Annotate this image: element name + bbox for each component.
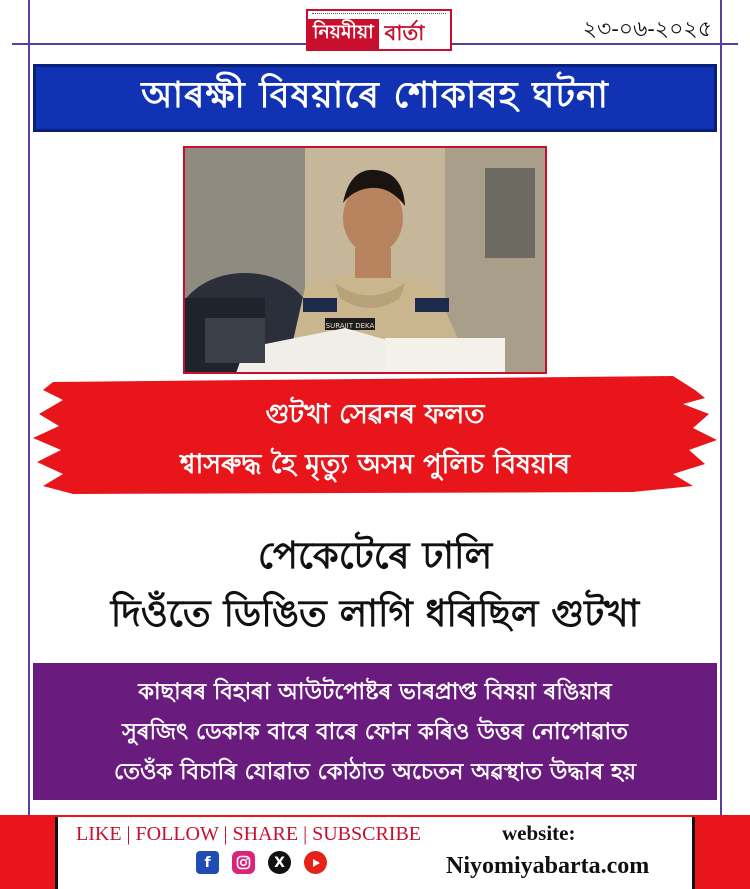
officer-photo xyxy=(183,146,547,374)
logo-text-part1: নিয়মীয়া xyxy=(308,19,379,49)
instagram-icon[interactable] xyxy=(232,851,255,874)
details-box xyxy=(33,663,717,800)
banner-line-2: শ্বাসৰুদ্ধ হৈ মৃত্যু অসম পুলিচ বিষয়াৰ xyxy=(180,449,570,480)
website-label: website: xyxy=(502,821,576,845)
left-border-line xyxy=(28,0,30,819)
right-border-line xyxy=(720,0,722,819)
footer-bar xyxy=(0,815,750,889)
details-line-3: তেওঁক বিচাৰি যোৱাত কোঠাত অচেতন অৱস্থাত উদ্ধাৰ হয় xyxy=(113,758,637,785)
details-line-2: সুৰজিৎ ডেকাক বাৰে বাৰে ফোন কৰিও উত্তৰ নোপোৱাত xyxy=(122,718,628,745)
headline-line-2: দিওঁতে ডিঙিত লাগি ধৰিছিল গুটখা xyxy=(110,592,640,635)
officer-photo-illustration xyxy=(185,148,547,374)
x-icon[interactable]: X xyxy=(268,851,291,874)
youtube-icon[interactable] xyxy=(304,851,327,874)
website-link[interactable]: Niyomiyabarta.com xyxy=(446,853,650,879)
post-date: ২৩-০৬-২০২৫ xyxy=(582,17,712,42)
social-icons xyxy=(196,851,327,874)
details-line-1: কাছাৰৰ বিহাৰা আউটপোষ্টৰ ভাৰপ্ৰাপ্ত বিষয়া ৰঙিয়াৰ xyxy=(138,678,612,705)
page-title: আৰক্ষী বিষয়াৰে শোকাৰহ ঘটনা xyxy=(141,75,609,116)
footer-panel xyxy=(55,817,695,889)
logo-text-part2: বাৰ্তা xyxy=(379,19,431,49)
banner-line-1: গুটখা সেৱনৰ ফলত xyxy=(265,399,485,430)
red-brush-banner xyxy=(33,370,717,498)
name-badge: SURAJIT DEKA xyxy=(325,322,375,330)
brand-logo xyxy=(306,9,452,51)
headline-line-1: পেকেটেৰে ঢালি xyxy=(257,534,493,577)
facebook-icon[interactable]: f xyxy=(196,851,219,874)
social-call-to-action: LIKE | FOLLOW | SHARE | SUBSCRIBE xyxy=(76,823,421,845)
logo-tagline xyxy=(312,13,446,19)
title-bar xyxy=(33,64,717,132)
